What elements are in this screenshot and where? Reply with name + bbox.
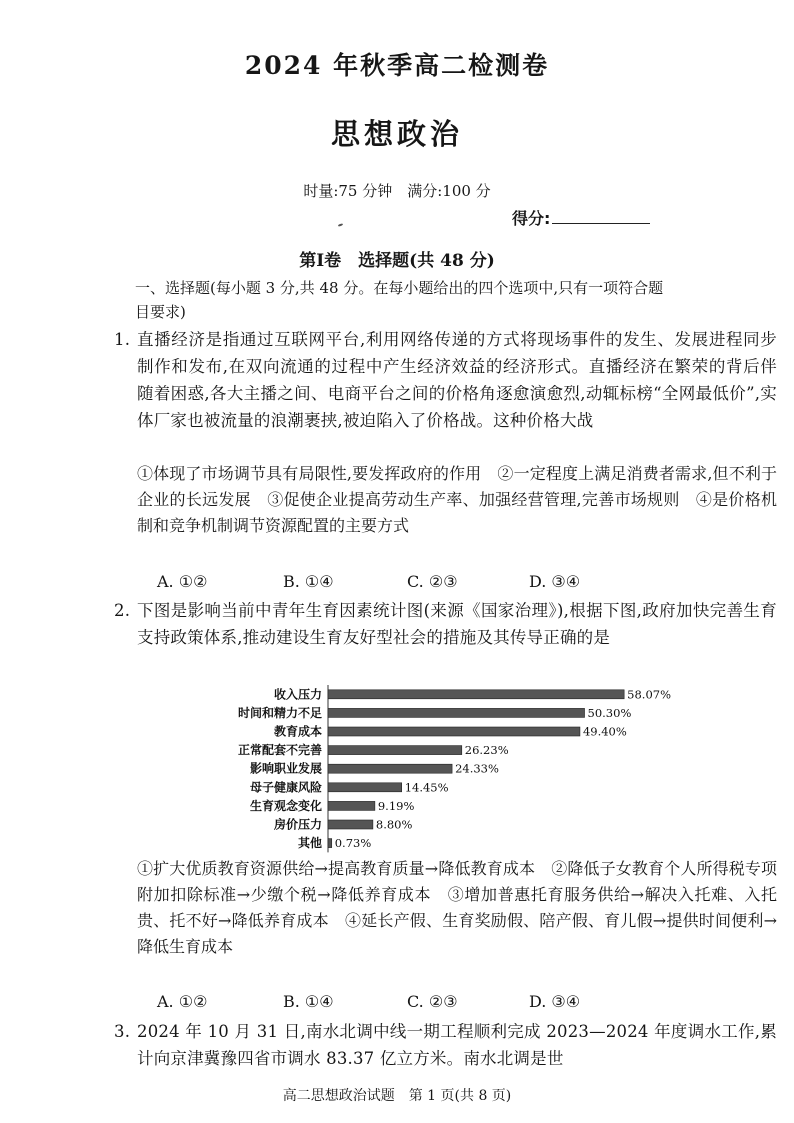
question-3-stem [114,1018,777,1072]
question-2-number: 2. [114,601,131,620]
question-1-number: 1. [114,330,131,349]
choice-d: D. ③④ [529,572,581,591]
score-field [512,206,650,229]
question-3-text: 2024 年 10 月 31 日,南水北调中线一期工程顺利完成 2023—2024 年度调水工作,累计向京津冀豫四省市调水 83.37 亿立方米。南水北调是世 [137,1022,777,1068]
choice-a: A. ①② [157,992,208,1011]
bar [328,801,375,810]
value-label: 14.45% [404,780,449,795]
bar [328,727,580,736]
category-label: 时间和精力不足 [237,705,322,720]
category-label: 正常配套不完善 [237,743,322,758]
category-label: 收入压力 [273,687,322,702]
category-label: 生育观念变化 [249,798,322,813]
exam-info: 时量:75 分钟 满分:100 分 [303,182,491,200]
question-1-text: 直播经济是指通过互联网平台,利用网络传递的方式将现场事件的发生、发展进程同步制作和发布,在双向流通的过程中产生经济效益的经济形式。直播经济在繁荣的背后伴随着困惑,各大主播之间、电商平台之间的价格角逐愈演愈烈,动辄标榜“全网最低价”,实体厂家也被流量的浪潮裹挟,被迫陷入了价格战。这种价格大战 [137,330,777,430]
question-3-number: 3. [114,1022,131,1041]
value-label: 9.19% [377,798,415,813]
bar [328,783,402,792]
section-heading: 第Ⅰ卷 选择题(共 48 分) [299,251,495,271]
category-label: 其他 [297,836,322,851]
bar [328,690,624,699]
value-label: 26.23% [464,743,509,758]
bar [328,746,462,755]
choice-b: B. ①④ [283,992,334,1011]
question-1-stem [114,326,777,434]
value-label: 49.40% [582,724,627,739]
category-label: 影响职业发展 [249,761,322,776]
bar [328,708,585,717]
value-label: 8.80% [375,817,413,832]
scan-speck [338,223,343,227]
value-label: 50.30% [587,705,632,720]
value-label: 0.73% [334,836,372,851]
choice-d: D. ③④ [529,992,581,1011]
page-footer: 高二思想政治试题 第 1 页(共 8 页) [282,1088,512,1104]
choice-a: A. ①② [157,572,208,591]
category-label: 房价压力 [273,817,322,832]
question-2-stem [114,597,777,651]
category-label: 教育成本 [273,724,322,739]
value-label: 24.33% [455,761,499,776]
question-1-choices [137,572,657,596]
question-2-choices [137,992,657,1016]
question-2-text: 下图是影响当前中青年生育因素统计图(来源《国家治理》),根据下图,政府加快完善生育支持政策体系,推动建设生育友好型社会的措施及其传导正确的是 [137,601,777,647]
question-1-options: ①体现了市场调节具有局限性,要发挥政府的作用 ②一定程度上满足消费者需求,但不利于企业的长远发展 ③促使企业提高劳动生产率、加强经营管理,完善市场规则 ④是价格机制和竞争机制调节资源配置的主要方式 [137,464,777,535]
choice-c: C. ②③ [407,992,458,1011]
value-label: 58.07% [627,687,672,702]
question-2-options: ①扩大优质教育资源供给→提高教育质量→降低教育成本 ②降低子女教育个人所得税专项附加扣除标准→少缴个税→降低养育成本 ③增加普惠托育服务供给→解决入托难、入托贵、托不好→降低养育成本 ④延长产假、生育奖励假、陪产假、育儿假→提供时间便利→降低生育成本 [137,859,777,956]
bar-chart-svg [200,682,672,852]
choice-b: B. ①④ [283,572,334,591]
section-instructions: 一、选择题(每小题 3 分,共 48 分。在每小题给出的四个选项中,只有一项符合题目要求) [135,279,664,321]
category-label: 母子健康风险 [249,780,322,795]
score-blank-line [552,209,650,224]
exam-title: 2024 年秋季高二检测卷 [244,51,550,80]
score-label: 得分: [512,209,551,228]
choice-c: C. ②③ [407,572,458,591]
subject-title: 思想政治 [330,117,463,151]
bar [328,839,332,848]
bar [328,764,452,773]
birth-factors-bar-chart [200,682,672,852]
bar [328,820,373,829]
